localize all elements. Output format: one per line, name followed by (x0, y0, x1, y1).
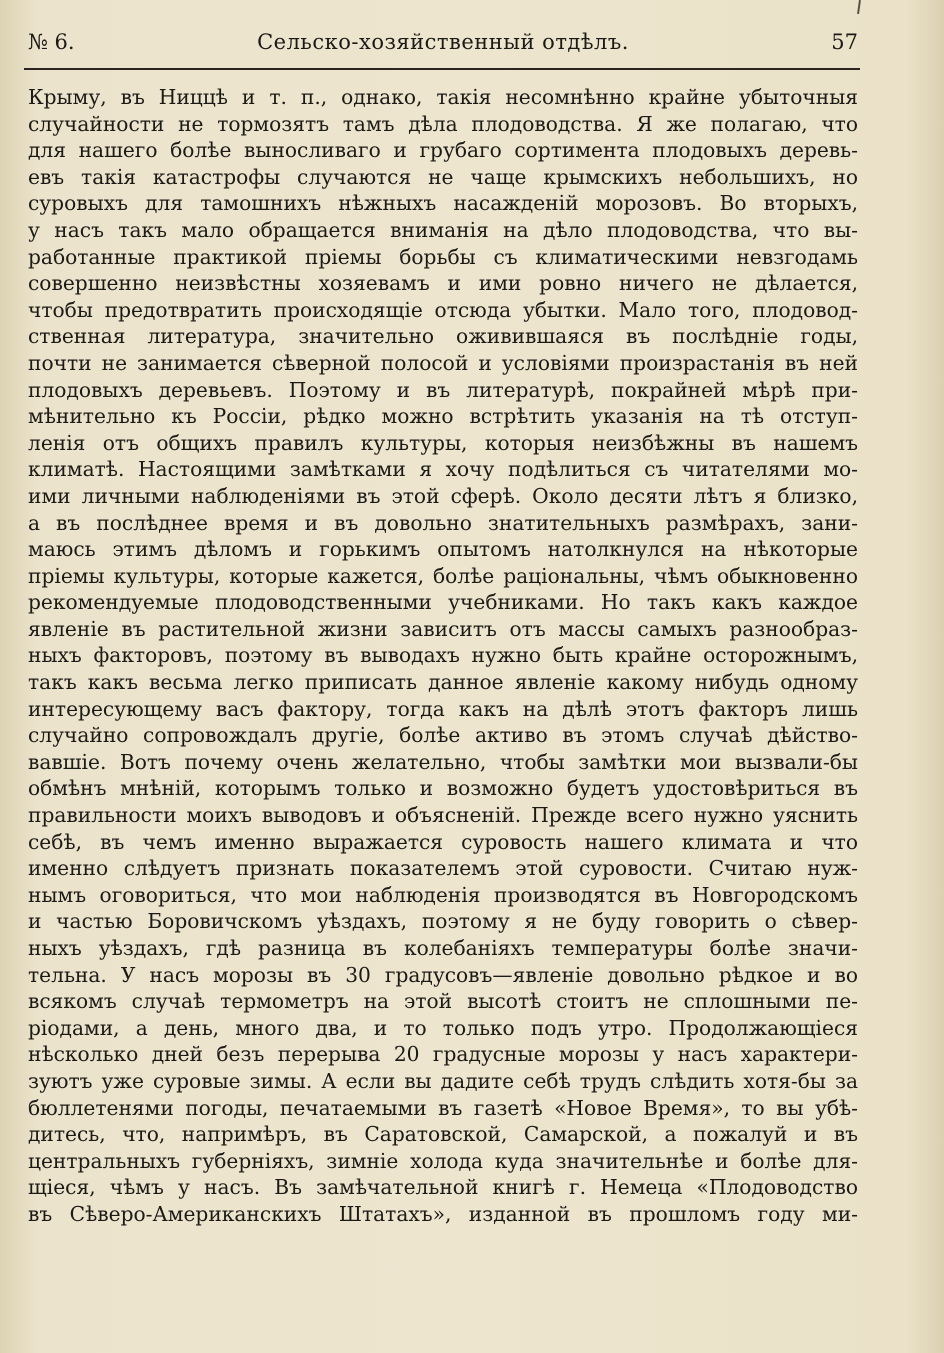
text-line: пріемы культуры, которые кажется, болѣе раціональны, чѣмъ обыкновенно (28, 563, 858, 588)
text-line: для нашего болѣе выносливаго и грубаго сортимента плодовыхъ деревь- (28, 138, 858, 163)
text-line: евъ такія катастрофы случаются не чаще крымскихъ небольшихъ, но (28, 164, 858, 189)
text-line: чтобы предотвратить происходящіе отсюда убытки. Мало того, плодовод- (28, 297, 858, 322)
text-line: и частью Боровичскомъ уѣздахъ, поэтому я не буду говорить о сѣвер- (28, 909, 858, 934)
text-line: вавшіе. Вотъ почему очень желательно, чтобы замѣтки мои вызвали-бы (28, 749, 858, 774)
text-line: центральныхъ губерніяхъ, зимніе холода куда значительнѣе и болѣе для- (28, 1148, 858, 1173)
text-line: почти не занимается сѣверной полосой и условіями произрастанія въ ней (28, 350, 858, 375)
text-line: маюсь этимъ дѣломъ и горькимъ опытомъ натолкнулся на нѣкоторые (28, 537, 858, 562)
text-line: правильности моихъ выводовъ и объясненій. Прежде всего нужно уяснить (28, 803, 858, 828)
text-line: всякомъ случаѣ термометръ на этой высотѣ стоитъ не сплошными пе- (28, 989, 858, 1014)
page-number: 57 (831, 30, 858, 54)
text-line: совершенно неизвѣстны хозяевамъ и ими ровно ничего не дѣлается, (28, 271, 858, 296)
body-text (28, 84, 858, 1228)
text-line: ныхъ факторовъ, поэтому въ выводахъ нужно быть крайне осторожнымъ, (28, 643, 858, 668)
text-line: ленія отъ общихъ правилъ культуры, которыя неизбѣжны въ нашемъ (28, 430, 858, 455)
text-line: бюллетенями погоды, печатаемыми въ газетѣ «Новое Время», то вы убѣ- (28, 1095, 858, 1120)
issue-number: № 6. (28, 30, 75, 54)
text-line: тельна. У насъ морозы въ 30 градусовъ—явленіе довольно рѣдкое и во (28, 962, 858, 987)
text-line: дитесь, что, напримѣръ, въ Саратовской, Самарской, а пожалуй и въ (28, 1122, 858, 1147)
text-line: ныхъ уѣздахъ, гдѣ разница въ колебаніяхъ температуры болѣе значи- (28, 936, 858, 960)
text-line: случайности не тормозятъ тамъ дѣла плодоводства. Я же полагаю, что (28, 111, 858, 136)
section-title: Сельско-хозяйственный отдѣлъ. (257, 30, 629, 54)
text-line: въ Сѣверо-Американскихъ Штатахъ», изданной въ прошломъ году ми- (28, 1201, 858, 1226)
text-line: себѣ, въ чемъ именно выражается суровость нашего климата и что (28, 829, 858, 854)
text-line: ими личными наблюденіями въ этой сферѣ. Около десяти лѣтъ я близко, (28, 483, 858, 508)
text-line: щіеся, чѣмъ у насъ. Въ замѣчательной книгѣ г. Немеца «Плодоводство (28, 1175, 858, 1200)
text-line: у насъ такъ мало обращается вниманія на дѣло плодоводства, что вы- (28, 217, 858, 242)
text-line: нѣсколько дней безъ перерыва 20 градусные морозы у насъ характери- (28, 1042, 858, 1067)
text-line: мѣнительно къ Россіи, рѣдко можно встрѣтить указанія на тѣ отступ- (28, 404, 858, 429)
text-line: случайно сопровождалъ другіе, болѣе активо въ этомъ случаѣ дѣйство- (28, 723, 858, 748)
text-line: плодовыхъ деревьевъ. Поэтому и въ литературѣ, покрайней мѣрѣ при- (28, 377, 858, 402)
text-line: Крыму, въ Ниццѣ и т. п., однако, такія несомнѣнно крайне убыточныя (28, 85, 858, 109)
text-line: климатѣ. Настоящими замѣтками я хочу подѣлиться съ читателями мо- (28, 457, 858, 482)
text-line: такъ какъ весьма легко приписать данное явленіе какому нибудь одному (28, 670, 858, 695)
text-line: обмѣнъ мнѣній, которымъ только и возможно будетъ удостовѣриться въ (28, 776, 858, 801)
text-line: ственная литература, значительно оживившаяся въ послѣдніе годы, (28, 324, 858, 349)
text-line: а въ послѣднее время и въ довольно знатительныхъ размѣрахъ, зани- (28, 510, 858, 535)
text-line: явленіе въ растительной жизни зависитъ отъ массы самыхъ разнообраз- (28, 616, 858, 641)
text-line: именно слѣдуетъ признать показателемъ этой суровости. Считаю нуж- (28, 856, 858, 881)
text-line: ріодами, а день, много два, и то только подъ утро. Продолжающіеся (28, 1015, 858, 1040)
text-line: нымъ оговориться, что мои наблюденія производятся въ Новгородскомъ (28, 882, 858, 907)
text-line: суровыхъ для тамошнихъ нѣжныхъ насажденій морозовъ. Во вторыхъ, (28, 191, 858, 216)
text-line: зуютъ уже суровые зимы. А если вы дадите себѣ трудъ слѣдить хотя-бы за (28, 1068, 858, 1093)
header-rule (24, 68, 860, 70)
text-line: работанные практикой пріемы борьбы съ климатическими невзгодамь (28, 244, 858, 269)
margin-pencil-mark (857, 0, 861, 14)
text-line: интересующему васъ фактору, тогда какъ на дѣлѣ этотъ факторъ лишь (28, 696, 858, 721)
running-header (28, 22, 858, 62)
text-line: рекомендуемые плодоводственными учебниками. Но такъ какъ каждое (28, 590, 858, 615)
